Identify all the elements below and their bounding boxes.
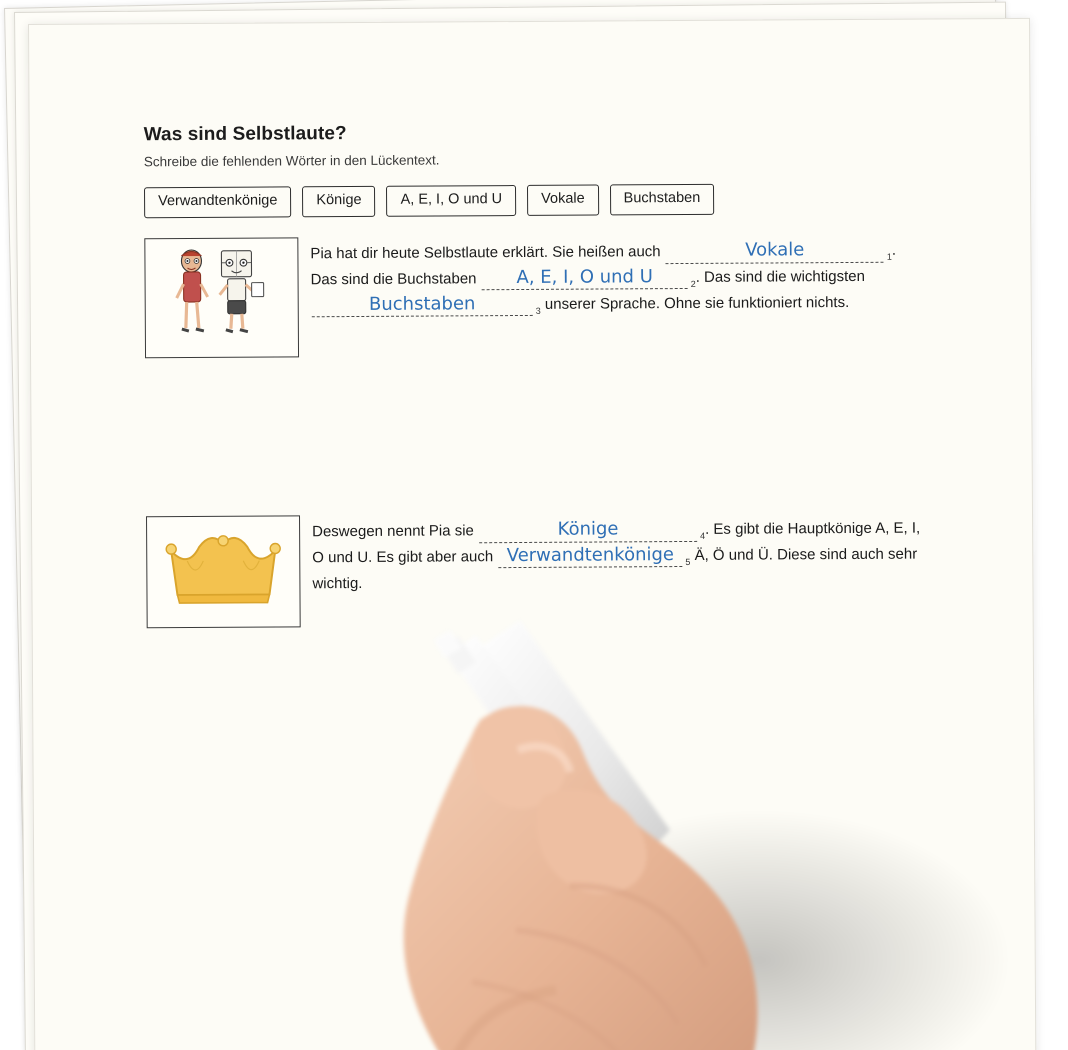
- text-part: Pia hat dir heute Selbstlaute erklärt. Sie heißen auch: [310, 243, 661, 263]
- exercise-block-1: [144, 233, 925, 358]
- text-part: . Das sind die Buchstaben: [310, 241, 897, 289]
- answer-blank-1[interactable]: Vokale: [666, 240, 884, 264]
- word-bank-chip[interactable]: A, E, I, O und U: [386, 185, 516, 217]
- answer-blank-4[interactable]: Könige: [479, 519, 697, 543]
- text-part: Ä, Ö und Ü. Diese sind auch sehr wichtig.: [312, 545, 918, 592]
- text-part: . Es gibt die Hauptkönige A, E, I, O und U. Es gibt aber auch: [312, 519, 921, 567]
- word-bank-chip[interactable]: Buchstaben: [610, 184, 715, 216]
- two-characters-illustration: [144, 237, 299, 358]
- word-bank-chip[interactable]: Vokale: [527, 185, 599, 216]
- page-subtitle: Schreibe die fehlenden Wörter in den Lückentext.: [143, 152, 440, 170]
- word-bank-chip[interactable]: Könige: [302, 186, 375, 217]
- word-bank: [144, 183, 924, 219]
- blank-number: 1: [886, 251, 892, 263]
- answer-blank-2[interactable]: A, E, I, O und U: [482, 267, 688, 291]
- exercise-text-2: [312, 511, 926, 596]
- page-title: Was sind Selbstlaute?: [143, 123, 347, 146]
- text-part: unserer Sprache. Ohne sie funktioniert nichts.: [540, 293, 850, 313]
- blank-number: 3: [535, 305, 541, 316]
- text-part: . Das sind die wichtigsten: [695, 267, 865, 286]
- answer-blank-5[interactable]: Verwandtenkönige: [498, 545, 682, 569]
- crown-illustration: [146, 515, 301, 628]
- blank-number: 4: [700, 531, 706, 542]
- blank-number: 2: [690, 278, 696, 290]
- exercise-text-1: [310, 233, 924, 318]
- word-bank-chip[interactable]: Verwandtenkönige: [144, 186, 292, 218]
- worksheet-page: [28, 18, 1036, 1050]
- text-part: Deswegen nennt Pia sie: [312, 522, 474, 541]
- exercise-block-2: [146, 511, 927, 628]
- answer-blank-3[interactable]: Buchstaben: [312, 293, 533, 317]
- worksheet-content: [144, 120, 927, 639]
- block-spacer: [145, 363, 926, 516]
- blank-number: 5: [685, 557, 691, 568]
